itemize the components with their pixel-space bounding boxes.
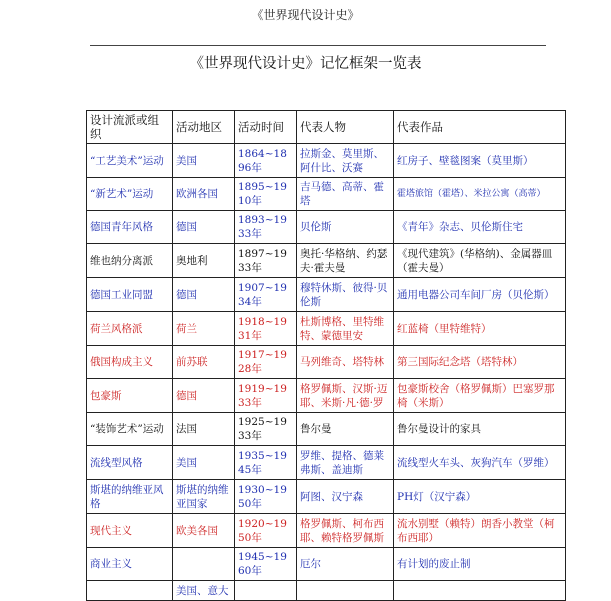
cell-period — [235, 581, 297, 601]
cell-period: 1893~1933年 — [235, 211, 297, 244]
header-cell-region: 活动地区 — [173, 111, 235, 144]
cell-region: 美国 — [173, 144, 235, 178]
header-rule — [90, 45, 546, 46]
cell-region: 德国 — [173, 379, 235, 413]
cell-people: 格罗佩斯、柯布西耶、赖特格罗佩斯 — [297, 514, 394, 548]
cell-works: 通用电器公司车间厂房（贝伦斯） — [394, 278, 566, 312]
cell-people: 贝伦斯 — [297, 211, 394, 244]
cell-region: 德国 — [173, 278, 235, 312]
design-history-table — [86, 110, 566, 601]
table-header-row — [87, 111, 566, 144]
cell-works: PH灯（汉宁森） — [394, 480, 566, 514]
header-cell-people: 代表人物 — [297, 111, 394, 144]
table-row — [87, 581, 566, 601]
header-cell-works: 代表作品 — [394, 111, 566, 144]
cell-period: 1897~1933年 — [235, 244, 297, 278]
table-row — [87, 514, 566, 548]
table-row — [87, 446, 566, 480]
cell-school: 现代主义 — [87, 514, 173, 548]
cell-school: “工艺美术”运动 — [87, 144, 173, 178]
cell-school: 包豪斯 — [87, 379, 173, 413]
table-row — [87, 312, 566, 346]
document-title: 《世界现代设计史》记忆框架一览表 — [189, 56, 422, 72]
cell-people: 格罗佩斯、汉斯·迈耶、米斯·凡·德·罗 — [297, 379, 394, 413]
cell-region: 法国 — [173, 413, 235, 446]
cell-school: “装饰艺术”运动 — [87, 413, 173, 446]
table-row — [87, 480, 566, 514]
cell-works: 第三国际纪念塔（塔特林） — [394, 346, 566, 379]
running-header: 《世界现代设计史》 — [251, 8, 360, 22]
cell-school: 维也纳分离派 — [87, 244, 173, 278]
cell-works: 鲁尔曼设计的家具 — [394, 413, 566, 446]
cell-people: 阿图、汉宁森 — [297, 480, 394, 514]
cell-works — [394, 581, 566, 601]
cell-region: 美国、意大 — [173, 581, 235, 601]
table-row — [87, 346, 566, 379]
cell-period: 1917~1928年 — [235, 346, 297, 379]
cell-school — [87, 581, 173, 601]
table-row — [87, 144, 566, 178]
cell-school: 斯堪的纳维亚风格 — [87, 480, 173, 514]
header-cell-school: 设计流派或组织 — [87, 111, 173, 144]
cell-people: 马列维奇、塔特林 — [297, 346, 394, 379]
cell-period: 1930~1950年 — [235, 480, 297, 514]
cell-people: 罗维、提格、德莱弗斯、盖迪斯 — [297, 446, 394, 480]
table-row — [87, 379, 566, 413]
table-row — [87, 178, 566, 211]
cell-works: 流线型火车头、灰狗汽车（罗维） — [394, 446, 566, 480]
cell-people: 鲁尔曼 — [297, 413, 394, 446]
cell-region — [173, 548, 235, 581]
cell-people — [297, 581, 394, 601]
cell-people: 拉斯金、莫里斯、阿什比、沃赛 — [297, 144, 394, 178]
cell-school: 俄国构成主义 — [87, 346, 173, 379]
cell-region: 德国 — [173, 211, 235, 244]
cell-period: 1907~1934年 — [235, 278, 297, 312]
cell-period: 1919~1933年 — [235, 379, 297, 413]
cell-region: 欧洲各国 — [173, 178, 235, 211]
cell-works: 《青年》杂志、贝伦斯住宅 — [394, 211, 566, 244]
cell-people: 奥托·华格纳、约瑟夫·霍夫曼 — [297, 244, 394, 278]
table-row — [87, 244, 566, 278]
cell-region: 美国 — [173, 446, 235, 480]
cell-period: 1925~1933年 — [235, 413, 297, 446]
cell-works: 红蓝椅（里特维特） — [394, 312, 566, 346]
cell-period: 1918~1931年 — [235, 312, 297, 346]
cell-works: 红房子、壁毯图案（莫里斯） — [394, 144, 566, 178]
cell-people: 杜斯博格、里特维特、蒙德里安 — [297, 312, 394, 346]
cell-school: 德国青年风格 — [87, 211, 173, 244]
cell-works: 霍塔旅馆（霍塔）、米拉公寓（高蒂） — [394, 178, 566, 211]
cell-region: 前苏联 — [173, 346, 235, 379]
table-row — [87, 278, 566, 312]
cell-people: 厄尔 — [297, 548, 394, 581]
cell-works: 流水别墅（赖特）朗香小教堂（柯布西耶） — [394, 514, 566, 548]
cell-school: 商业主义 — [87, 548, 173, 581]
cell-region: 荷兰 — [173, 312, 235, 346]
cell-period: 1945~1960年 — [235, 548, 297, 581]
cell-works: 有计划的废止制 — [394, 548, 566, 581]
cell-school: 荷兰风格派 — [87, 312, 173, 346]
cell-school: 流线型风格 — [87, 446, 173, 480]
cell-school: “新艺术”运动 — [87, 178, 173, 211]
table-row — [87, 211, 566, 244]
cell-people: 吉马德、高蒂、霍塔 — [297, 178, 394, 211]
cell-period: 1895~1910年 — [235, 178, 297, 211]
table-body — [87, 144, 566, 601]
cell-period: 1920~1950年 — [235, 514, 297, 548]
table-row — [87, 413, 566, 446]
cell-region: 奥地利 — [173, 244, 235, 278]
cell-works: 包豪斯校舍（格罗佩斯）巴塞罗那椅（米斯） — [394, 379, 566, 413]
cell-school: 德国工业同盟 — [87, 278, 173, 312]
table-row — [87, 548, 566, 581]
cell-region: 斯堪的纳维亚国家 — [173, 480, 235, 514]
cell-people: 穆特休斯、彼得·贝伦斯 — [297, 278, 394, 312]
cell-period: 1935~1945年 — [235, 446, 297, 480]
cell-works: 《现代建筑》(华格纳)、金属器皿（霍夫曼） — [394, 244, 566, 278]
cell-period: 1864~1896年 — [235, 144, 297, 178]
cell-region: 欧美各国 — [173, 514, 235, 548]
header-cell-period: 活动时间 — [235, 111, 297, 144]
